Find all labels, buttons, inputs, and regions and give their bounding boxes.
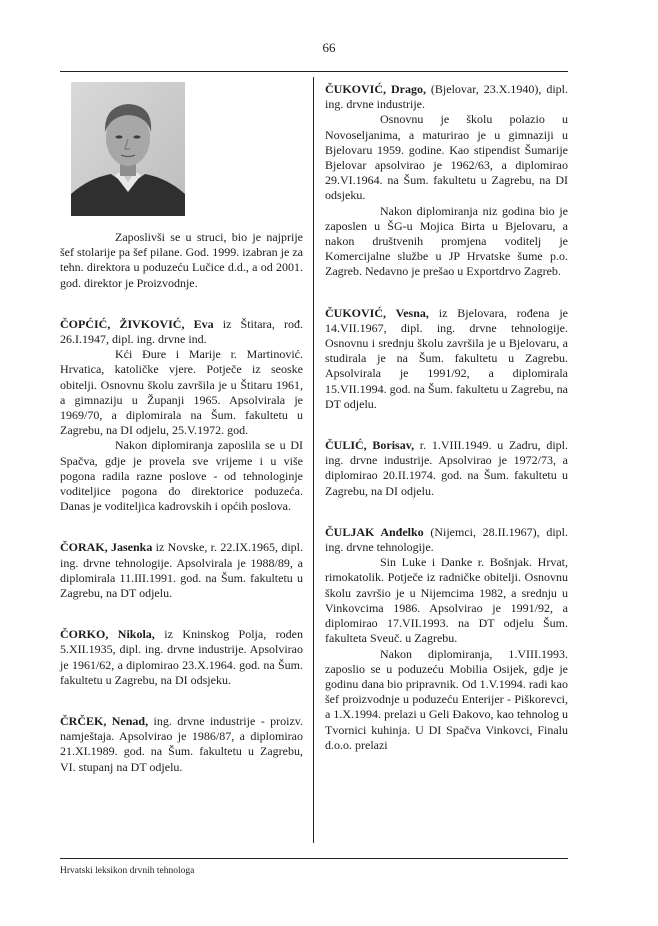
entry-name: ČUKOVIĆ, Vesna, (325, 305, 429, 320)
left-column (60, 82, 303, 801)
entry-name: ČUKOVIĆ, Drago, (325, 82, 426, 96)
entry-paragraph: Sin Luke i Danke r. Bošnjak. Hrvat, rimokatolik. Potječe iz radničke obitelji. Osnovnu školu završio je u Nijemcima 1982, a srednju u Vinkovcima 1986. Apsolvirao je 1991/92, a diplomirao 17.VII.1993. na DT odjelu Šum. fakulteta Sveuč. u Zagrebu. (325, 555, 568, 646)
page-number: 66 (322, 40, 336, 55)
entry-intro: ing. drvne industrije - proizv. namještaja. Apsolvirao je 1986/87, a diplomirao 21.XI.1989. god. na Šum. fakultetu u Zagrebu, VI. stupanj na DT odjelu. (60, 714, 303, 774)
entry-culjak-andelko (325, 525, 568, 753)
right-column (325, 82, 568, 779)
entry-name: ČRČEK, Nenad, (60, 714, 149, 729)
entry-continuation (60, 230, 303, 291)
entry-paragraph: Nakon diplomiranja niz godina bio je zaposlen u ŠG-u Mojica Birta u Bjelovaru, a nakon društvenih promjena voditelj je Komercijalne službe u JP Hrvatske šume p.o. Zagreb. Nedavno je prešao u Exportdrvo Zagreb. (325, 203, 568, 279)
entry-name: ČORAK, Jasenka (60, 540, 153, 555)
entry-corak-jasenka (60, 540, 303, 601)
entry-intro: iz Kninskog Polja, roden 5.XII.1935, dipl. ing. drvne industrije. Apsolvirao je 1961/62, a diplomirao 23.X.1964. god. na Šum. fakultetu u Zagrebu, na DI odsjeku. (60, 627, 303, 687)
column-divider (313, 77, 314, 843)
entry-intro: iz Štitara, rođ. 26.I.1947, dipl. ing. drvne ind. (60, 316, 303, 347)
entry-paragraph: Nakon diplomiranja zaposlila se u DI Spačva, gdje je provela sve vrijeme i u više pogona radila razne poslove - od tehnologinje voditeljice pogona do direktorice poduzeća. Danas je voditeljica kadrovskih i općih poslova. (60, 438, 303, 514)
entry-cukovic-drago (325, 82, 568, 280)
entry-culic-borisav (325, 438, 568, 499)
portrait-image (71, 82, 185, 216)
entry-intro: r. 1.VIII.1949. u Zadru, dipl. ing. drvne industrije. Apsolvirao je 1972/73, a diplomirao 20.II.1974. god. na Šum. fakultetu u Zagrebu, na DI odjelu. (325, 438, 569, 498)
entry-name: ČULIĆ, Borisav, (325, 438, 415, 453)
footer-rule (60, 858, 568, 859)
entry-corko-nikola (60, 627, 303, 688)
entry-name: ČOPĆIĆ, ŽIVKOVIĆ, Eva (60, 316, 214, 331)
header-rule (60, 71, 568, 72)
entry-intro: iz Bjelovara, rođena je 14.VII.1967, dipl. ing. drvne tehnologije. Osnovnu i srednju školu završila je u Bjelovaru, a studirala je na Šum. fakultetu u Zagrebu. Apsolvirala je 1991/92, a diplomirala 15.VII.1994. god. na Šum. fakultetu u Zagrebu, na DT odjelu. (325, 305, 568, 411)
entry-intro: (Nijemci, 28.II.1967), dipl. ing. drvne tehnologije. (325, 524, 568, 555)
continuation-text: Zaposlivši se u struci, bio je najprije šef stolarije pa šef pilane. God. 1999. izabran je za tehn. direktora u poduzeću Lučice d.d., a od 2001. god. direktor je Proizvodnje. (60, 230, 303, 290)
entry-name: ČULJAK Anđelko (325, 524, 424, 539)
entry-crcek-nenad (60, 714, 303, 775)
entry-intro: (Bjelovar, 23.X.1940), dipl. ing. drvne industrije. (325, 82, 568, 112)
entry-cukovic-vesna (325, 306, 568, 412)
entry-intro: iz Novske, r. 22.IX.1965, dipl. ing. drvne tehnologije. Apsolvirala je 1988/89, a diplomirala 11.III.1991. god. na Šum. fakultetu u Zagrebu, na DT odjelu. (60, 540, 303, 601)
portrait-photo (71, 82, 185, 216)
entry-paragraph: Kći Đure i Marije r. Martinović. Hrvatica, katoličke vjere. Potječe iz seoske obitelji. Osnovnu školu završila je u Štitaru 1961, a gimnaziju u Županji 1965. Apsolvirala je 1969/70, a diplomirala na Šum. fakultetu u Zagrebu, na DI odjelu, 25.V.1972. god. (60, 347, 303, 438)
entry-paragraph: Nakon diplomiranja, 1.VIII.1993. zaposlio se u poduzeću Mobilia Osijek, gdje je godinu dana bio pripravnik. Od 1.V.1994. radi kao šef proizvodnje u poduzeću Enterijer - Piškorevci, a 1.X.1994. prelazi u Geli Đakovo, kao tehnolog u Tvornici kuhinja. U DI Spačva Vinkovci, Finalu d.o.o. prelazi (325, 646, 568, 752)
entry-paragraph: Osnovnu je školu polazio u Novoseljanima, a maturirao je u gimnaziji u Bjelovaru 1959. godine. Kao stipendist Šumarije Bjelovar apsolvirao je 1962/63, a diplomirao 29.VI.1964. na Šum. fakultetu u Zagrebu, na DI odsjeku. (325, 112, 568, 203)
entry-copcic-eva (60, 317, 303, 515)
entry-name: ČORKO, Nikola, (60, 627, 155, 642)
footer-title: Hrvatski leksikon drvnih tehnologa (60, 866, 195, 876)
